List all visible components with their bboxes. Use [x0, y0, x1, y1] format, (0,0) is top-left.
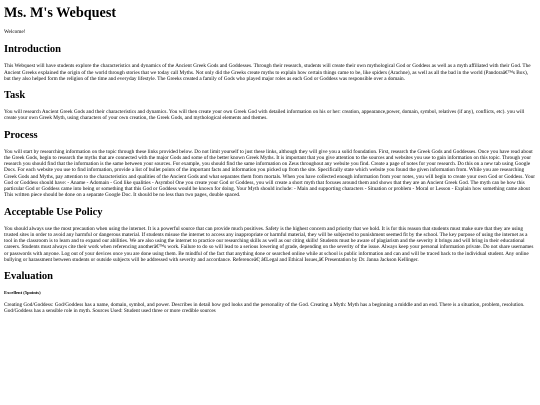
page-title: Ms. M's Webquest: [4, 5, 117, 21]
introduction-text: This Webquest will have students explore the characteristics and dynamics of the Ancient Greek Gods and Goddesses. Through their research, students will create their own mythological God or Goddess as well as a myth affiliated with their God. The Ancient Greeks explained the origin of the world through stories that we today call Myths. Not only did the Greeks create myths to explain how certain things came to be, like spiders (Arachne), as well as all the bad in the world (Pandoraâ€™s Box), but they also helped form the religion of the time and everyday lifestyle. The Greeks created a family of Gods who played major roles as each God or Goddess was responsible over a domain.: [4, 63, 531, 82]
policy-heading: Acceptable Use Policy: [4, 206, 103, 218]
evaluation-subheading: Excellent (5points): [4, 290, 41, 295]
evaluation-text: Creating God/Goddess: God/Goddess has a name, domain, symbol, and power. Describes in detail how god looks and the personality of the God. Creating a Myth: Myth has a beginning a middle and an end. There is a situation, problem, resolution. God/Goddess has a sensible role in myth. Sources Used: Student used three or more credible sources: [4, 302, 525, 315]
task-text: You will research Ancient Greek Gods and their characteristics and dynamics. You will then create your own Greek God with detailed information on his or her: creation, appearance,power, domain, symbol, relatives (if any), conflicts, etc). you will create your own Greek Myth, using characters of your own creation, the Greek Gods, and mythological elements and themes.: [4, 109, 525, 122]
task-heading: Task: [4, 90, 26, 101]
introduction-heading: Introduction: [4, 44, 61, 56]
welcome-text: Welcome!: [4, 29, 26, 35]
policy-text: You should always use the most precaution when using the internet. It is a powerful source that can provide much positives. Safety is the highest concern and priority that we hold. It is for this reason that students must make sure that they are using trusted sites in order to avoid any harmful or dangerous material. If students misuse the internet to access any inappropriate or harmful material, they will be subjected to punishment seemed fit by the school. The key purpose of using the internet as a tool in the classroom is to learn and to expand our abilities. We are also using the internet to practice our researching skills as well as our citing skills! Students must be aware of plagiarism and the severity it brings and will bring in their educational careers. Students must always cite their work when referencing anotherâ€™s work. Failure to do so will lead to a serious lowering of grade, depending on the severity of the issue. Always keep your personal information private. Do not share usernames or passwords with anyone. Log out of your devices once you are done using them. Be mindful of the fact that anything done or searched online while at school is public information and can and will be traced back to the individual student. Any online bullying or harassment between students or outside subjects will be addressed with severity and accordance. Referenceâ€¦ â€Legal and Ethical Issues,â€ Presentation by Dr. Janna Jackson Kellinger.: [4, 225, 534, 263]
process-heading: Process: [4, 129, 38, 141]
evaluation-heading: Evaluation: [4, 271, 54, 282]
process-text: You will start by researching information on the topic through these links provided below. Do not limit yourself to just these links, although they will give you a solid foundation. First, research the Greek Gods and Goddesses. Once you have read about the Greek Gods, begin to research the myths that are connected with the major Gods and some of the better known Greek Myths. It is important that you give attention to the sources and websites you use to gain information on this topic. Through your research you should find that the information is the same between your sources. For example, you should find the same information on Zeus throughout any website you find. Create a page of notes for your research. Do this on a new tab using Google Docs. For each website you use to find information, provide a list of bullet points of the important facts and information you picked up from the site. Specifically state which website you found the given information from. While you are researching Greek Gods and Myths, pay attention to the characteristics and qualities of the Ancient Gods and what separates them from mortals. When you have collected enough information from your notes, you will begin to create your own God or Goddess. Your God or Goddess should have: - Aname - Adomain - God like qualities - Asymbol One you create your God or Goddess, you will create a short myth that focuses around them and shows that they are an Ancient Greek God. The myth can be how this particular God or Goddess came into being or something that this God or Goddess would be known for doing. Your Myth should include: - Main and supporting characters - Situation or problem - Moral or Lesson - Explain how something came about This written piece should be done on a separate Google Doc. It should be no less than two pages, double spaced.: [4, 148, 536, 199]
